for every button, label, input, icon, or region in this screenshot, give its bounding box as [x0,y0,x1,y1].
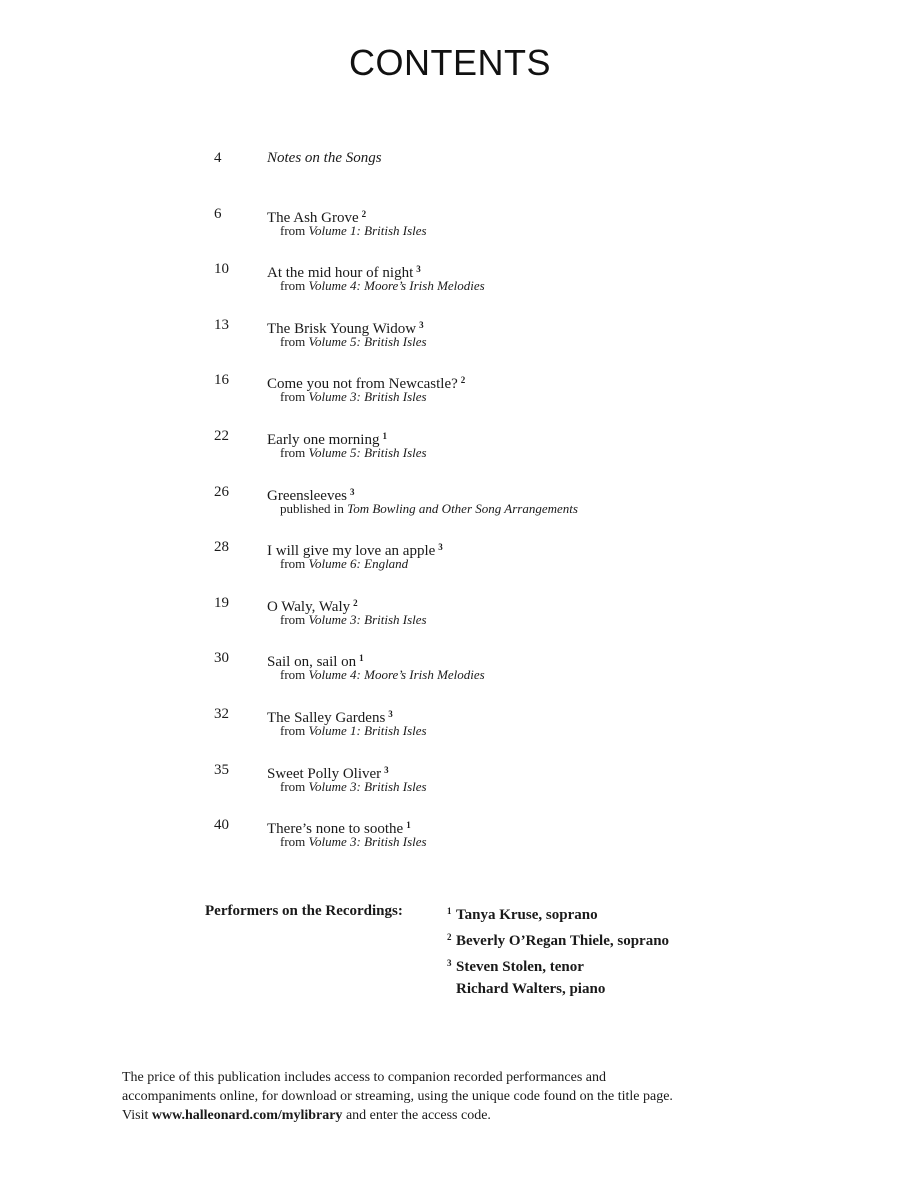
performer-marker: 1 [382,430,387,441]
toc-entry[interactable] [0,815,900,871]
access-note-line: The price of this publication includes access to companion recorded performances and [122,1070,606,1085]
performer-marker: 1 [359,653,364,664]
toc-source: published in Tom Bowling and Other Song Arrangements [280,500,578,516]
toc-page-number: 19 [214,594,229,611]
page-title: CONTENTS [349,42,551,83]
toc-song-title: The Brisk Young Widow $^3$ [267,319,424,337]
toc-song-title: The Ash Grove $^2$ [267,208,367,226]
performer-marker: 3 [388,708,393,719]
performer-marker: 3 [438,542,443,553]
toc-page-number: 4 [214,150,222,166]
library-url[interactable]: www.halleonard.com/mylibrary [151,1108,343,1123]
toc-entry[interactable] [0,760,900,816]
performer-marker: 2 [353,597,358,608]
toc-page-number: 30 [214,650,229,667]
toc-source: from Volume 3: British Isles [280,389,427,405]
performer-item: 2 Beverly O’Regan Thiele, soprano [447,932,670,949]
toc-source: from Volume 5: British Isles [280,333,427,349]
toc-page-number: 26 [214,483,229,500]
performers-label: Performers on the Recordings: [205,903,403,919]
toc-song-title: The Salley Gardens $^3$ [267,708,393,726]
toc-page-number: 6 [214,205,222,222]
performer-marker: 3 [416,264,421,275]
toc-page-number: 40 [214,817,229,834]
toc-page-number: 32 [214,705,229,722]
performer-marker: 2 [361,208,367,219]
toc-song-title: Sail on, sail on $^1$ [267,653,364,671]
performer-marker: 1 [406,820,411,831]
performer-marker: 3 [384,764,389,775]
toc-song-title: O Waly, Waly $^2$ [267,597,358,615]
access-note [122,1068,802,1125]
performers-list [447,900,669,1000]
toc-entry[interactable] [0,370,900,426]
performer-item: 3 Steven Stolen, tenor [447,958,584,975]
toc-song-title: Notes on the Songs [267,150,382,166]
toc-page-number: 22 [214,427,229,444]
toc-source: from Volume 6: England [280,556,409,572]
toc-source: from Volume 1: British Isles [280,222,427,238]
toc-entry[interactable] [0,537,900,593]
toc-entry[interactable] [0,704,900,760]
toc-page-number: 16 [214,372,229,389]
performer-marker: 2 [460,375,466,386]
toc-page-number: 13 [214,316,229,333]
toc-entry[interactable] [0,648,900,704]
toc-entry[interactable] [0,148,900,204]
access-note-line: accompaniments online, for download or streaming, using the unique code found on the title page. [122,1089,673,1104]
toc-page-number: 10 [214,261,229,278]
contents-list [0,148,900,871]
toc-song-title: There’s none to soothe $^1$ [267,820,411,838]
performer-item: Richard Walters, piano [456,981,606,997]
toc-source: from Volume 3: British Isles [280,778,427,794]
toc-entry[interactable] [0,426,900,482]
toc-page-number: 28 [214,539,229,556]
performer-marker: 3 [419,319,424,330]
toc-entry[interactable] [0,259,900,315]
toc-source: from Volume 4: Moore’s Irish Melodies [280,278,485,294]
performer-item: 1 Tanya Kruse, soprano [447,906,598,923]
toc-song-title: I will give my love an apple $^3$ [267,542,443,560]
toc-song-title: Sweet Polly Oliver $^3$ [267,764,389,782]
toc-entry[interactable] [0,315,900,371]
toc-entry[interactable] [0,482,900,538]
toc-song-title: At the mid hour of night $^3$ [267,264,421,282]
toc-source: from Volume 3: British Isles [280,834,427,850]
toc-page-number: 35 [214,761,229,778]
toc-song-title: Come you not from Newcastle? $^2$ [267,375,466,393]
toc-source: from Volume 3: British Isles [280,611,427,627]
access-note-line: Visit www.halleonard.com/mylibrary and enter the access code. [122,1108,491,1123]
performer-marker: 3 [349,486,355,497]
toc-source: from Volume 1: British Isles [280,722,427,738]
toc-entry[interactable] [0,593,900,649]
toc-source: from Volume 4: Moore’s Irish Melodies [280,667,485,683]
toc-source: from Volume 5: British Isles [280,444,427,460]
toc-song-title: Early one morning $^1$ [267,430,387,448]
toc-entry[interactable] [0,204,900,260]
toc-song-title: Greensleeves $^3$ [267,486,355,504]
